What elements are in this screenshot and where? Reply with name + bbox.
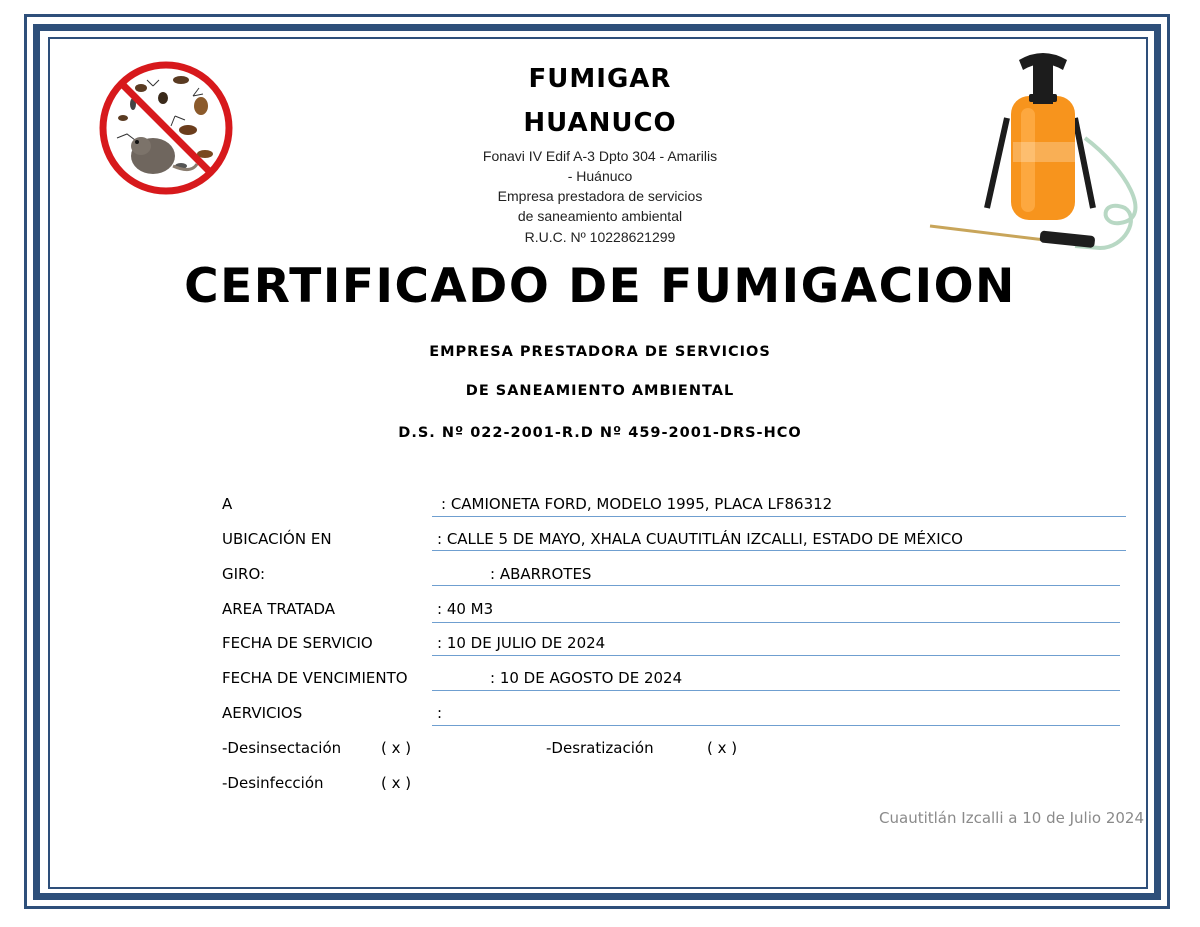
service-desinsectacion-label: -Desinsectación [222, 739, 342, 757]
field-label: GIRO: [222, 565, 266, 583]
field-underline [432, 725, 1120, 726]
field-value: : 10 DE JULIO DE 2024 [437, 634, 606, 652]
field-label: FECHA DE SERVICIO [222, 634, 373, 652]
field-underline [432, 516, 1126, 517]
subtitle-line2: DE SANEAMIENTO AMBIENTAL [465, 383, 735, 399]
field-label: FECHA DE VENCIMIENTO [222, 669, 408, 687]
field-label: AERVICIOS [222, 704, 303, 722]
certificate-title: CERTIFICADO DE FUMIGACION [184, 259, 1016, 314]
field-value: : 40 M3 [437, 600, 494, 618]
company-tagline-line1: Empresa prestadora de servicios [497, 188, 703, 204]
service-desratizacion-label: -Desratización [546, 739, 654, 757]
field-underline [432, 585, 1120, 586]
field-row-ubicacion [222, 530, 1122, 560]
field-underline [432, 655, 1120, 656]
service-desinsectacion-mark: ( x ) [381, 739, 412, 757]
company-address-line1: Fonavi IV Edif A-3 Dpto 304 - Amarilis [482, 148, 718, 164]
field-value: : ABARROTES [490, 565, 592, 583]
field-row-servicios [222, 704, 1122, 734]
field-value: : CALLE 5 DE MAYO, XHALA CUAUTITLÁN IZCALLI, ESTADO DE MÉXICO [437, 530, 963, 548]
service-desratizacion-mark: ( x ) [707, 739, 738, 757]
place-and-date: Cuautitlán Izcalli a 10 de Julio 2024 [879, 809, 1144, 827]
field-row-fecha-vencimiento [222, 669, 1122, 699]
subtitle-line1: EMPRESA PRESTADORA DE SERVICIOS [429, 344, 771, 360]
service-desinfeccion-label: -Desinfección [222, 774, 324, 792]
field-label: AREA TRATADA [222, 600, 336, 618]
company-address-line2: - Huánuco [567, 168, 633, 184]
field-value: : [437, 704, 443, 722]
field-label: UBICACIÓN EN [222, 530, 332, 548]
company-tagline-line2: de saneamiento ambiental [517, 208, 683, 224]
field-row-a [222, 495, 1122, 525]
company-name-line1: FUMIGAR [528, 64, 672, 94]
company-name-line2: HUANUCO [523, 108, 677, 138]
field-underline [432, 622, 1120, 623]
field-label: A [222, 495, 233, 513]
field-row-area [222, 600, 1122, 630]
field-underline [432, 690, 1120, 691]
field-value: : 10 DE AGOSTO DE 2024 [490, 669, 683, 687]
subtitle-decree: D.S. Nº 022-2001-R.D Nº 459-2001-DRS-HCO [398, 425, 802, 441]
field-row-giro [222, 565, 1122, 595]
field-underline [432, 550, 1126, 551]
service-desinfeccion-mark: ( x ) [381, 774, 412, 792]
company-ruc: R.U.C. Nº 10228621299 [524, 229, 676, 245]
field-value: : CAMIONETA FORD, MODELO 1995, PLACA LF86312 [441, 495, 833, 513]
field-row-fecha-servicio [222, 634, 1122, 664]
